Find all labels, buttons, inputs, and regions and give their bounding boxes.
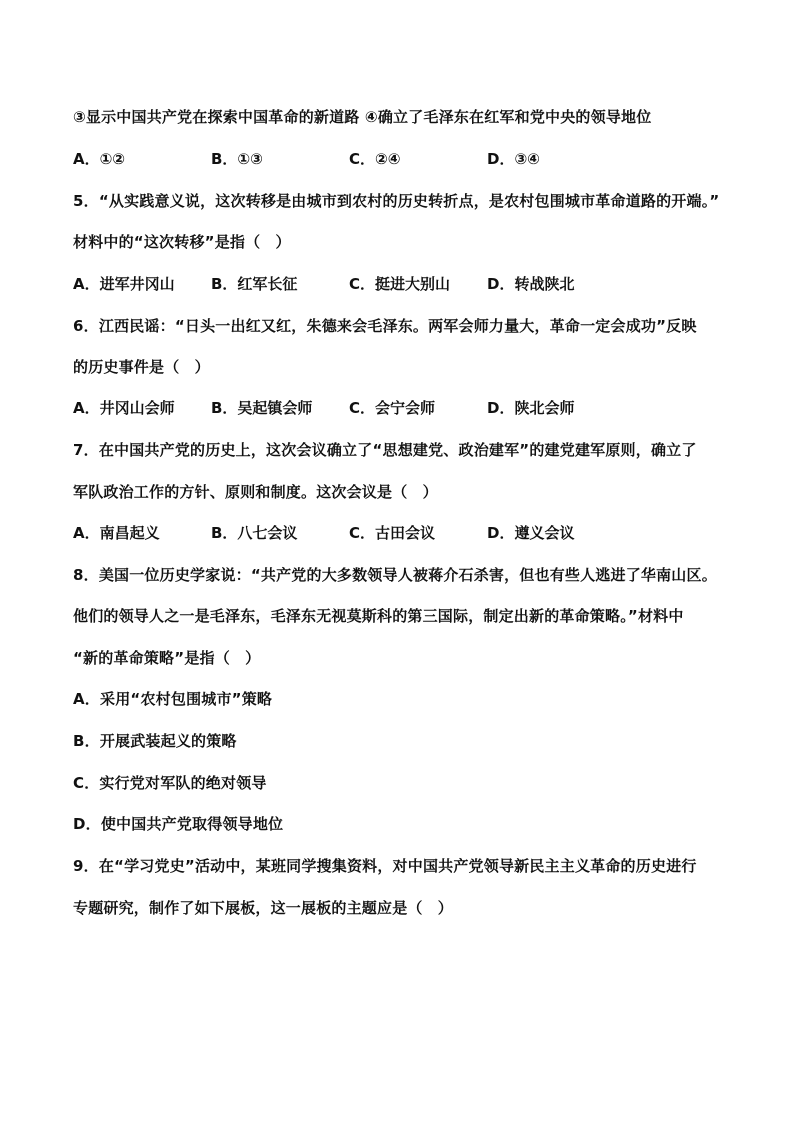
q5-option-b: B．红军长征 (211, 275, 298, 293)
q7-option-b: B．八七会议 (211, 524, 298, 542)
q7-option-a: A．南昌起义 (73, 524, 160, 542)
q5-option-c: C．挺进大别山 (349, 275, 451, 293)
q6-option-d: D．陕北会师 (487, 399, 575, 417)
q4-option-a: A．①② (73, 150, 126, 168)
q4-statement-line: ③显示中国共产党在探索中国革命的新道路 ④确立了毛泽东在红军和党中央的领导地位 (73, 108, 652, 126)
q7-stem-line-2: 军队政治工作的方针、原则和制度。这次会议是（ ） (73, 483, 438, 501)
q6-option-b: B．吴起镇会师 (211, 399, 313, 417)
q8-option-d: D．使中国共产党取得领导地位 (73, 815, 284, 833)
q9-stem-line-1: 9．在“学习党史”活动中，某班同学搜集资料，对中国共产党领导新民主主义革命的历史进行 (73, 857, 697, 875)
q8-stem-line-3: “新的革命策略”是指（ ） (73, 649, 261, 667)
q8-option-a: A．采用“农村包围城市”策略 (73, 690, 273, 708)
q4-option-c: C．②④ (349, 150, 401, 168)
q8-stem-line-2: 他们的领导人之一是毛泽东，毛泽东无视莫斯科的第三国际，制定出新的革命策略。”材料中 (73, 607, 684, 625)
q6-stem-line-2: 的历史事件是（ ） (73, 358, 210, 376)
q5-option-d: D．转战陕北 (487, 275, 575, 293)
q4-option-b: B．①③ (211, 150, 263, 168)
q6-stem-line-1: 6．江西民谣：“日头一出红又红，朱德来会毛泽东。两军会师力量大，革命一定会成功”反映 (73, 317, 697, 335)
q5-stem-line-1: 5．“从实践意义说，这次转移是由城市到农村的历史转折点，是农村包围城市革命道路的开端。” (73, 192, 720, 210)
q6-option-a: A．井冈山会师 (73, 399, 175, 417)
q5-stem-line-2: 材料中的“这次转移”是指（ ） (73, 233, 291, 251)
q4-option-d: D．③④ (487, 150, 540, 168)
q7-option-c: C．古田会议 (349, 524, 436, 542)
q8-stem-line-1: 8．美国一位历史学家说：“共产党的大多数领导人被蒋介石杀害，但也有些人逃进了华南山区。 (73, 566, 717, 584)
q5-option-a: A．进军井冈山 (73, 275, 175, 293)
q9-stem-line-2: 专题研究，制作了如下展板，这一展板的主题应是（ ） (73, 899, 454, 917)
q7-option-d: D．遵义会议 (487, 524, 575, 542)
q8-option-b: B．开展武装起义的策略 (73, 732, 237, 750)
q7-stem-line-1: 7．在中国共产党的历史上，这次会议确立了“思想建党、政治建军”的建党建军原则，确立了 (73, 441, 697, 459)
q6-option-c: C．会宁会师 (349, 399, 436, 417)
q8-option-c: C．实行党对军队的绝对领导 (73, 774, 267, 792)
